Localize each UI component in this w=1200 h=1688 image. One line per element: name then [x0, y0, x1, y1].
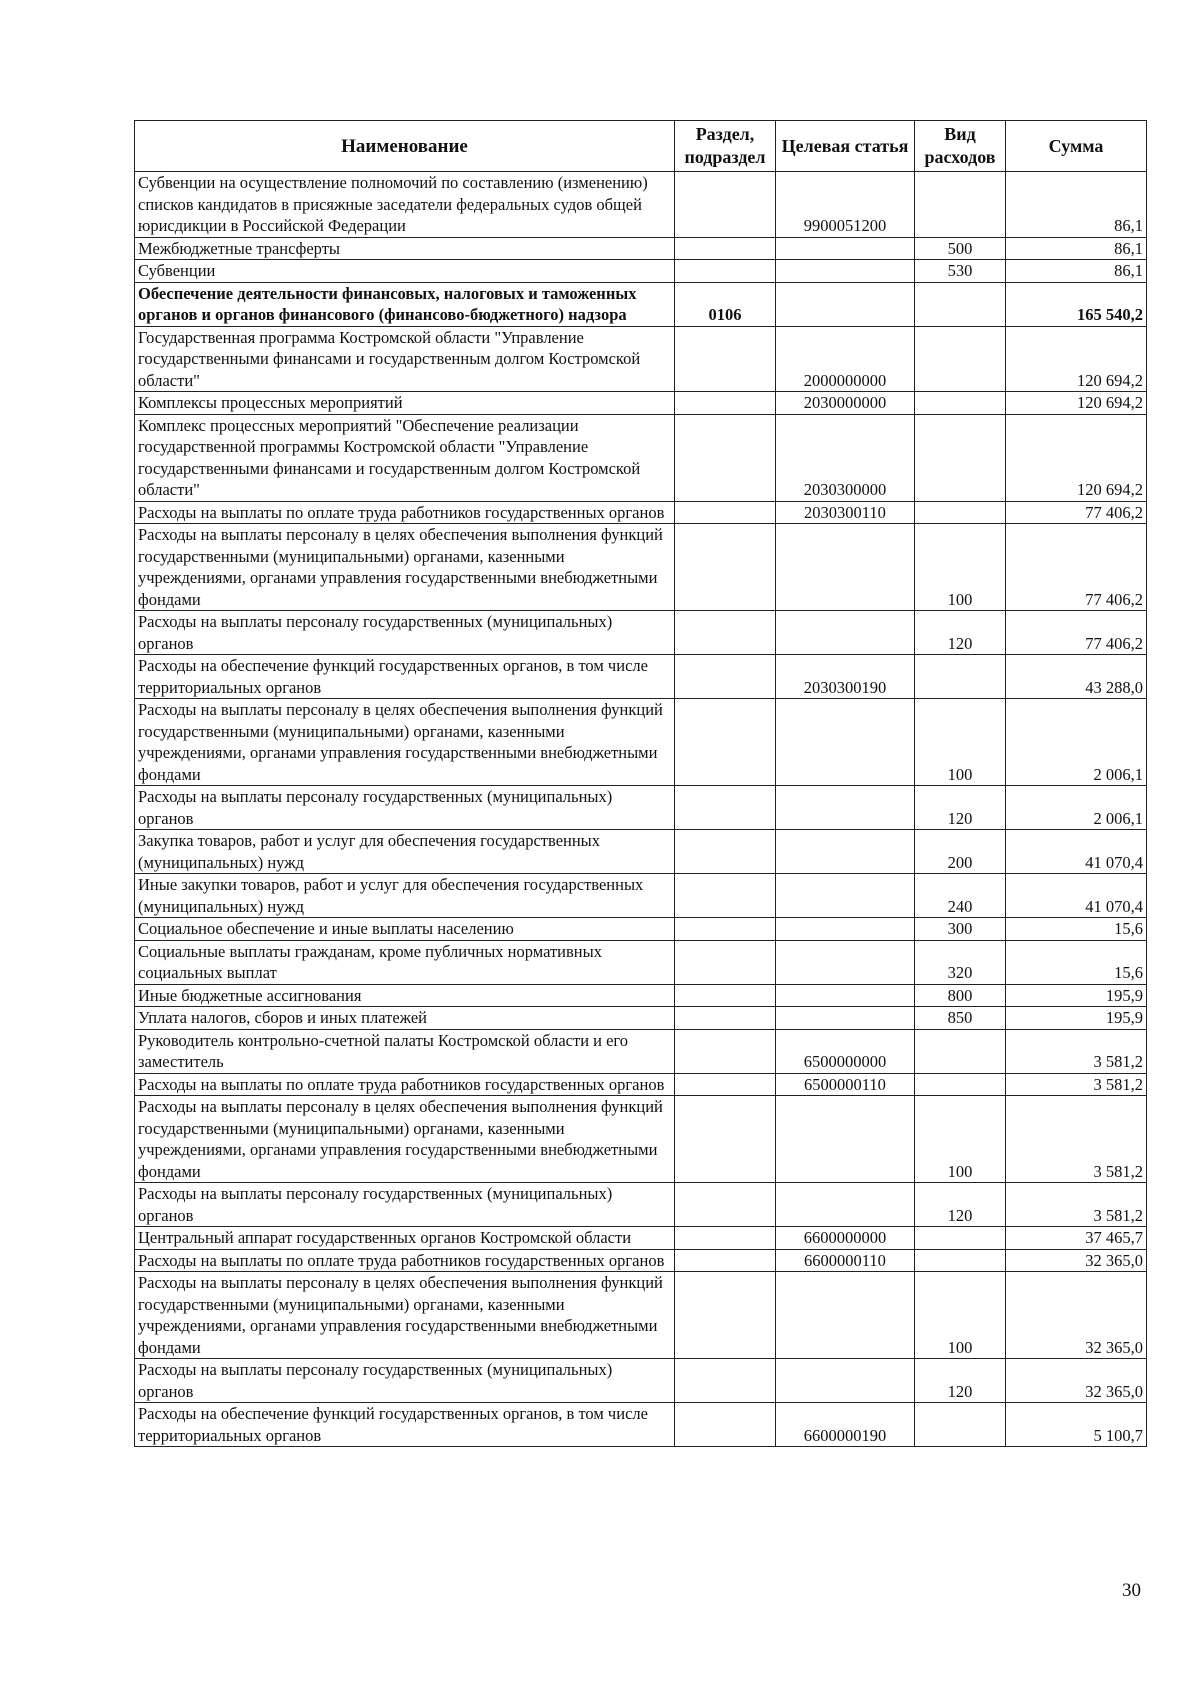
cell-kind: 200: [915, 830, 1006, 874]
table-row: [135, 1359, 1147, 1403]
cell-section: [675, 940, 776, 984]
table-row: [135, 260, 1147, 283]
table-row: [135, 1073, 1147, 1096]
cell-sum: 77 406,2: [1006, 611, 1147, 655]
cell-kind: 240: [915, 874, 1006, 918]
cell-name: Иные закупки товаров, работ и услуг для обеспечения государственных (муниципальных) нужд: [135, 874, 675, 918]
cell-sum: 86,1: [1006, 172, 1147, 238]
cell-sum: 32 365,0: [1006, 1359, 1147, 1403]
cell-section: [675, 1183, 776, 1227]
cell-sum: 120 694,2: [1006, 326, 1147, 392]
table-row: [135, 918, 1147, 941]
cell-sum: 41 070,4: [1006, 830, 1147, 874]
cell-section: 0106: [675, 282, 776, 326]
cell-name: Субвенции: [135, 260, 675, 283]
table-row: [135, 414, 1147, 501]
cell-section: [675, 1403, 776, 1447]
cell-kind: 120: [915, 611, 1006, 655]
cell-section: [675, 1007, 776, 1030]
table-row: [135, 1096, 1147, 1183]
cell-name: Социальное обеспечение и иные выплаты населению: [135, 918, 675, 941]
cell-sum: 120 694,2: [1006, 392, 1147, 415]
cell-name: Иные бюджетные ассигнования: [135, 984, 675, 1007]
cell-name: Расходы на выплаты персоналу государственных (муниципальных) органов: [135, 611, 675, 655]
cell-target: [776, 1007, 915, 1030]
cell-name: Расходы на выплаты по оплате труда работников государственных органов: [135, 1249, 675, 1272]
cell-kind: [915, 1227, 1006, 1250]
cell-name: Государственная программа Костромской области "Управление государственными финансами и государственным долгом Костромской области": [135, 326, 675, 392]
cell-name: Центральный аппарат государственных органов Костромской области: [135, 1227, 675, 1250]
cell-kind: 800: [915, 984, 1006, 1007]
table-row: [135, 1183, 1147, 1227]
cell-section: [675, 655, 776, 699]
cell-sum: 165 540,2: [1006, 282, 1147, 326]
cell-sum: 2 006,1: [1006, 699, 1147, 786]
cell-kind: [915, 282, 1006, 326]
table-row: [135, 172, 1147, 238]
cell-target: [776, 524, 915, 611]
cell-sum: 3 581,2: [1006, 1096, 1147, 1183]
header-sum: Сумма: [1006, 121, 1147, 172]
cell-sum: 195,9: [1006, 1007, 1147, 1030]
cell-kind: 530: [915, 260, 1006, 283]
cell-target: [776, 611, 915, 655]
cell-kind: [915, 501, 1006, 524]
cell-kind: [915, 655, 1006, 699]
cell-kind: [915, 1073, 1006, 1096]
cell-section: [675, 830, 776, 874]
table-row: [135, 786, 1147, 830]
cell-section: [675, 611, 776, 655]
cell-kind: 120: [915, 1183, 1006, 1227]
table-row: [135, 874, 1147, 918]
cell-name: Расходы на выплаты персоналу государственных (муниципальных) органов: [135, 1359, 675, 1403]
cell-target: [776, 786, 915, 830]
cell-kind: 100: [915, 699, 1006, 786]
cell-target: 2030300000: [776, 414, 915, 501]
header-kind: Вид расходов: [915, 121, 1006, 172]
cell-target: [776, 1096, 915, 1183]
cell-section: [675, 326, 776, 392]
cell-sum: 5 100,7: [1006, 1403, 1147, 1447]
cell-target: 6500000000: [776, 1029, 915, 1073]
cell-section: [675, 1073, 776, 1096]
cell-sum: 77 406,2: [1006, 501, 1147, 524]
cell-target: 6600000190: [776, 1403, 915, 1447]
cell-section: [675, 984, 776, 1007]
cell-target: [776, 874, 915, 918]
cell-name: Расходы на выплаты персоналу в целях обеспечения выполнения функций государственными (муниципальными) органами, казенными учреждениями, органами управления государственными внебюджетными фондами: [135, 524, 675, 611]
cell-section: [675, 392, 776, 415]
cell-kind: [915, 1249, 1006, 1272]
cell-target: [776, 1272, 915, 1359]
cell-section: [675, 1227, 776, 1250]
cell-target: 2030000000: [776, 392, 915, 415]
table-row: [135, 326, 1147, 392]
cell-kind: 850: [915, 1007, 1006, 1030]
cell-section: [675, 501, 776, 524]
table-row: [135, 1227, 1147, 1250]
cell-name: Обеспечение деятельности финансовых, налоговых и таможенных органов и органов финансового (финансово-бюджетного) надзора: [135, 282, 675, 326]
cell-sum: 195,9: [1006, 984, 1147, 1007]
cell-section: [675, 1029, 776, 1073]
table-row: [135, 1403, 1147, 1447]
table-row: [135, 984, 1147, 1007]
cell-section: [675, 524, 776, 611]
cell-name: Субвенции на осуществление полномочий по составлению (изменению) списков кандидатов в присяжные заседатели федеральных судов общей юрисдикции в Российской Федерации: [135, 172, 675, 238]
cell-sum: 32 365,0: [1006, 1249, 1147, 1272]
header-target: Целевая статья: [776, 121, 915, 172]
cell-target: [776, 940, 915, 984]
table-row: [135, 1007, 1147, 1030]
cell-name: Расходы на обеспечение функций государственных органов, в том числе территориальных органов: [135, 655, 675, 699]
cell-name: Уплата налогов, сборов и иных платежей: [135, 1007, 675, 1030]
cell-name: Расходы на выплаты персоналу государственных (муниципальных) органов: [135, 786, 675, 830]
table-body: [135, 172, 1147, 1447]
cell-name: Расходы на выплаты персоналу государственных (муниципальных) органов: [135, 1183, 675, 1227]
cell-name: Комплексы процессных мероприятий: [135, 392, 675, 415]
cell-target: 6500000110: [776, 1073, 915, 1096]
cell-kind: [915, 1029, 1006, 1073]
cell-name: Руководитель контрольно-счетной палаты Костромской области и его заместитель: [135, 1029, 675, 1073]
cell-target: [776, 984, 915, 1007]
cell-section: [675, 1272, 776, 1359]
cell-kind: [915, 172, 1006, 238]
cell-section: [675, 172, 776, 238]
cell-sum: 43 288,0: [1006, 655, 1147, 699]
table-row: [135, 524, 1147, 611]
cell-sum: 15,6: [1006, 918, 1147, 941]
cell-sum: 3 581,2: [1006, 1029, 1147, 1073]
cell-target: [776, 282, 915, 326]
cell-kind: 120: [915, 1359, 1006, 1403]
table-row: [135, 940, 1147, 984]
cell-name: Социальные выплаты гражданам, кроме публичных нормативных социальных выплат: [135, 940, 675, 984]
cell-name: Расходы на выплаты по оплате труда работников государственных органов: [135, 501, 675, 524]
cell-section: [675, 1249, 776, 1272]
cell-sum: 86,1: [1006, 260, 1147, 283]
table-row: [135, 1249, 1147, 1272]
cell-kind: 100: [915, 524, 1006, 611]
cell-kind: 500: [915, 237, 1006, 260]
cell-sum: 32 365,0: [1006, 1272, 1147, 1359]
table-row: [135, 655, 1147, 699]
cell-section: [675, 260, 776, 283]
cell-kind: 100: [915, 1096, 1006, 1183]
cell-section: [675, 786, 776, 830]
cell-name: Расходы на выплаты по оплате труда работников государственных органов: [135, 1073, 675, 1096]
table-row: [135, 611, 1147, 655]
cell-section: [675, 1359, 776, 1403]
cell-sum: 37 465,7: [1006, 1227, 1147, 1250]
cell-name: Межбюджетные трансферты: [135, 237, 675, 260]
table-header-row: [135, 121, 1147, 172]
cell-name: Расходы на выплаты персоналу в целях обеспечения выполнения функций государственными (муниципальными) органами, казенными учреждениями, органами управления государственными внебюджетными фондами: [135, 699, 675, 786]
cell-target: [776, 830, 915, 874]
table-row: [135, 1029, 1147, 1073]
cell-target: 9900051200: [776, 172, 915, 238]
cell-sum: 86,1: [1006, 237, 1147, 260]
cell-name: Расходы на выплаты персоналу в целях обеспечения выполнения функций государственными (муниципальными) органами, казенными учреждениями, органами управления государственными внебюджетными фондами: [135, 1272, 675, 1359]
cell-target: 2030300110: [776, 501, 915, 524]
cell-target: [776, 1183, 915, 1227]
cell-section: [675, 874, 776, 918]
table-row: [135, 830, 1147, 874]
cell-kind: 120: [915, 786, 1006, 830]
cell-sum: 3 581,2: [1006, 1183, 1147, 1227]
cell-sum: 3 581,2: [1006, 1073, 1147, 1096]
cell-target: 6600000110: [776, 1249, 915, 1272]
cell-sum: 2 006,1: [1006, 786, 1147, 830]
table-row: [135, 282, 1147, 326]
header-section: Раздел, подраздел: [675, 121, 776, 172]
cell-kind: 320: [915, 940, 1006, 984]
cell-section: [675, 699, 776, 786]
cell-kind: [915, 326, 1006, 392]
table-row: [135, 392, 1147, 415]
budget-table: [134, 120, 1147, 1447]
cell-section: [675, 414, 776, 501]
cell-target: 2030300190: [776, 655, 915, 699]
cell-kind: [915, 392, 1006, 415]
cell-name: Расходы на обеспечение функций государственных органов, в том числе территориальных органов: [135, 1403, 675, 1447]
cell-section: [675, 237, 776, 260]
table-row: [135, 699, 1147, 786]
cell-target: [776, 260, 915, 283]
cell-target: [776, 918, 915, 941]
cell-kind: 100: [915, 1272, 1006, 1359]
cell-kind: [915, 1403, 1006, 1447]
cell-sum: 15,6: [1006, 940, 1147, 984]
cell-name: Расходы на выплаты персоналу в целях обеспечения выполнения функций государственными (муниципальными) органами, казенными учреждениями, органами управления государственными внебюджетными фондами: [135, 1096, 675, 1183]
page-number: 30: [1122, 1580, 1141, 1601]
cell-sum: 77 406,2: [1006, 524, 1147, 611]
table-row: [135, 237, 1147, 260]
cell-section: [675, 1096, 776, 1183]
cell-name: Комплекс процессных мероприятий "Обеспечение реализации государственной программы Костромской области "Управление государственными финансами и государственным долгом Костромской области": [135, 414, 675, 501]
cell-section: [675, 918, 776, 941]
cell-target: [776, 699, 915, 786]
cell-kind: 300: [915, 918, 1006, 941]
cell-sum: 120 694,2: [1006, 414, 1147, 501]
table-row: [135, 501, 1147, 524]
cell-kind: [915, 414, 1006, 501]
cell-sum: 41 070,4: [1006, 874, 1147, 918]
cell-target: [776, 1359, 915, 1403]
cell-target: [776, 237, 915, 260]
cell-target: 6600000000: [776, 1227, 915, 1250]
table-row: [135, 1272, 1147, 1359]
cell-target: 2000000000: [776, 326, 915, 392]
header-name: Наименование: [135, 121, 675, 172]
cell-name: Закупка товаров, работ и услуг для обеспечения государственных (муниципальных) нужд: [135, 830, 675, 874]
